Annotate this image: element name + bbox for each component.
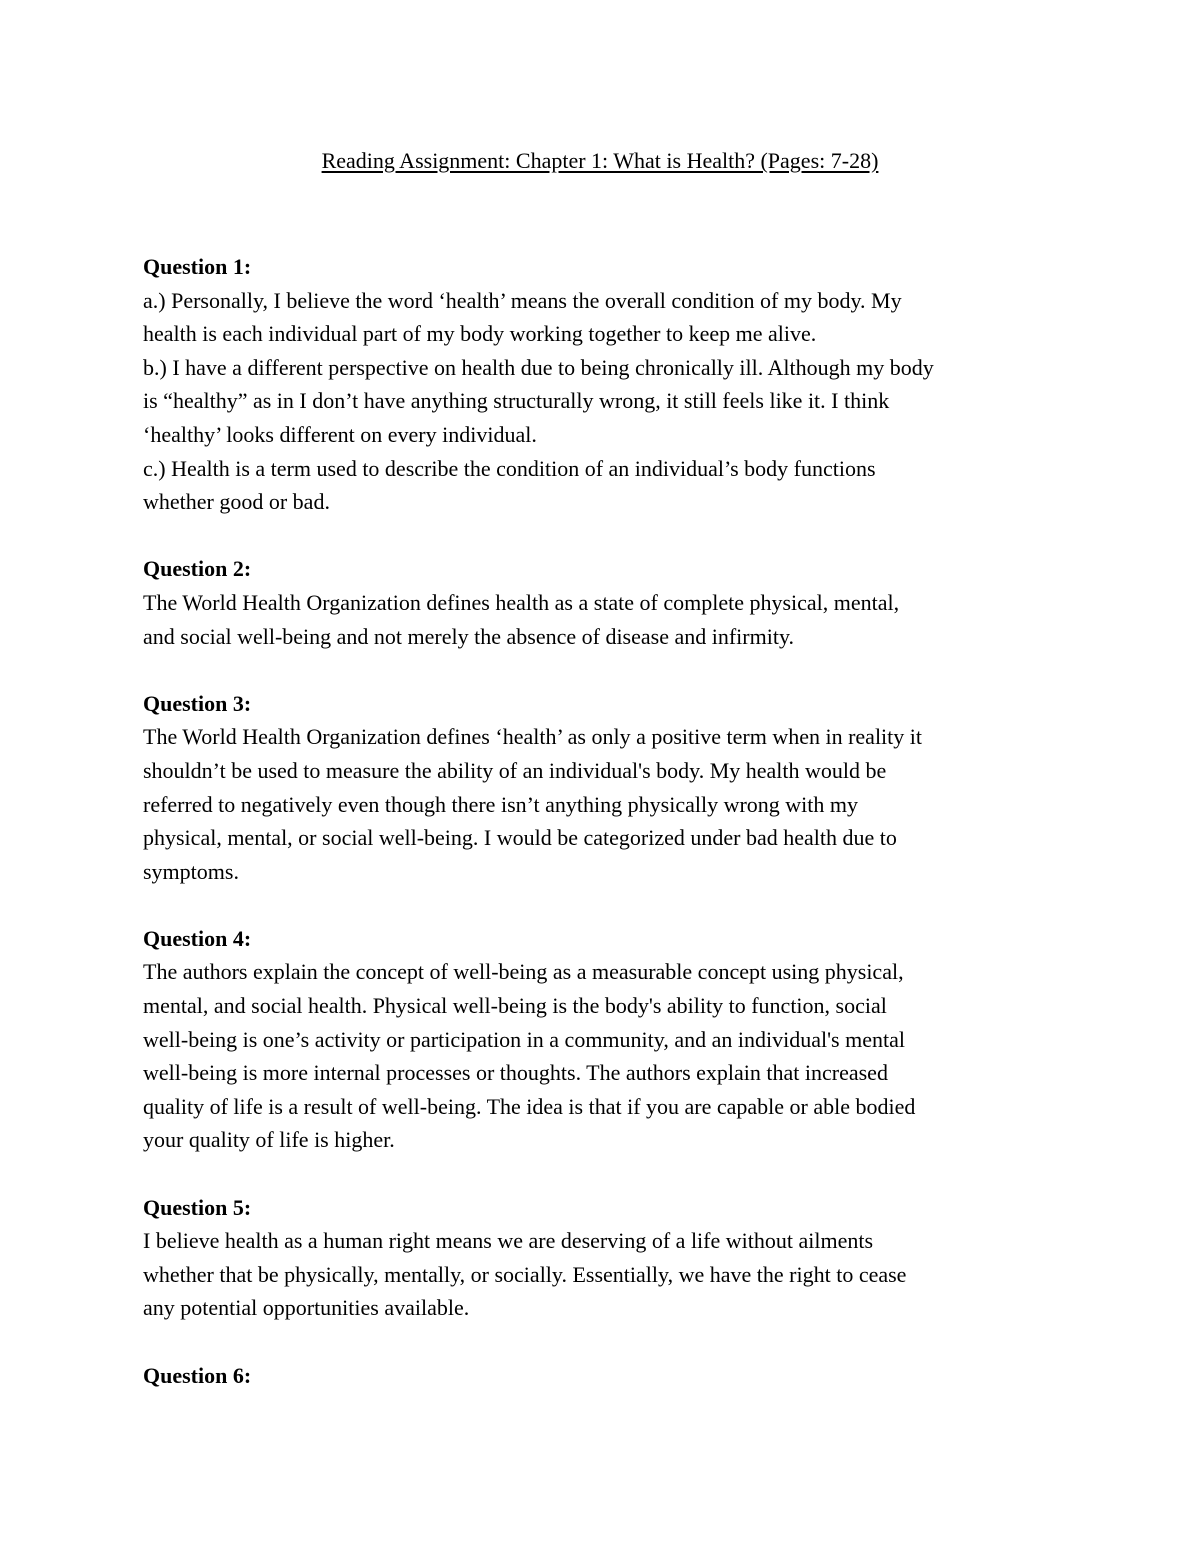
- paragraph-gap: [143, 653, 1073, 687]
- answer-line: whether good or bad.: [143, 489, 330, 515]
- answer-line: The authors explain the concept of well-being as a measurable concept using physical,: [143, 959, 904, 985]
- answer-line: a.) Personally, I believe the word ‘health’ means the overall condition of my body. My: [143, 287, 902, 313]
- answer-line: and social well-being and not merely the absence of disease and infirmity.: [143, 623, 795, 649]
- question-1-heading: Question 1:: [143, 254, 252, 279]
- answer-line: ‘healthy’ looks different on every individual.: [143, 421, 537, 447]
- question-4: [143, 922, 1073, 1157]
- paragraph-gap: [143, 1325, 1073, 1359]
- question-3: [143, 687, 1073, 889]
- document-body: [143, 250, 1073, 1392]
- answer-line: The World Health Organization defines ‘health’ as only a positive term when in reality it: [143, 724, 923, 750]
- paragraph-gap: [143, 888, 1073, 922]
- question-5-heading: Question 5:: [143, 1194, 252, 1220]
- answer-line: whether that be physically, mentally, or socially. Essentially, we have the right to cease: [143, 1261, 907, 1287]
- answer-line: well-being is more internal processes or thoughts. The authors explain that increased: [143, 1060, 888, 1086]
- paragraph-gap: [143, 1157, 1073, 1191]
- question-3-heading: Question 3:: [143, 690, 252, 716]
- answer-line: any potential opportunities available.: [143, 1295, 470, 1321]
- answer-line: referred to negatively even though there isn’t anything physically wrong with my: [143, 791, 859, 817]
- question-2-heading: Question 2:: [143, 556, 252, 582]
- answer-line: your quality of life is higher.: [143, 1127, 395, 1153]
- answer-line: health is each individual part of my body working together to keep me alive.: [143, 321, 817, 347]
- answer-line: The World Health Organization defines health as a state of complete physical, mental,: [143, 589, 900, 615]
- question-6: [143, 1359, 1073, 1393]
- question-6-heading: Question 6:: [143, 1362, 252, 1388]
- question-1: [143, 250, 1073, 519]
- question-5: [143, 1191, 1073, 1325]
- answer-line: shouldn’t be used to measure the ability of an individual's body. My health would be: [143, 757, 887, 783]
- answer-line: quality of life is a result of well-being. The idea is that if you are capable or able bodied: [143, 1093, 916, 1119]
- answer-line: I believe health as a human right means we are deserving of a life without ailments: [143, 1228, 874, 1254]
- answer-line: is “healthy” as in I don’t have anything structurally wrong, it still feels like it. I think: [143, 388, 890, 414]
- answer-line: mental, and social health. Physical well-being is the body's ability to function, social: [143, 993, 887, 1019]
- question-4-heading: Question 4:: [143, 925, 252, 951]
- answer-line: b.) I have a different perspective on health due to being chronically ill. Although my body: [143, 354, 934, 380]
- answer-line: well-being is one’s activity or participation in a community, and an individual's mental: [143, 1026, 905, 1052]
- paragraph-gap: [143, 519, 1073, 553]
- answer-line: c.) Health is a term used to describe the condition of an individual’s body functions: [143, 455, 876, 481]
- question-2: [143, 552, 1073, 653]
- document-title: Reading Assignment: Chapter 1: What is Health? (Pages: 7-28): [321, 148, 879, 173]
- answer-line: physical, mental, or social well-being. I would be categorized under bad health due to: [143, 825, 897, 851]
- answer-line: symptoms.: [143, 858, 239, 884]
